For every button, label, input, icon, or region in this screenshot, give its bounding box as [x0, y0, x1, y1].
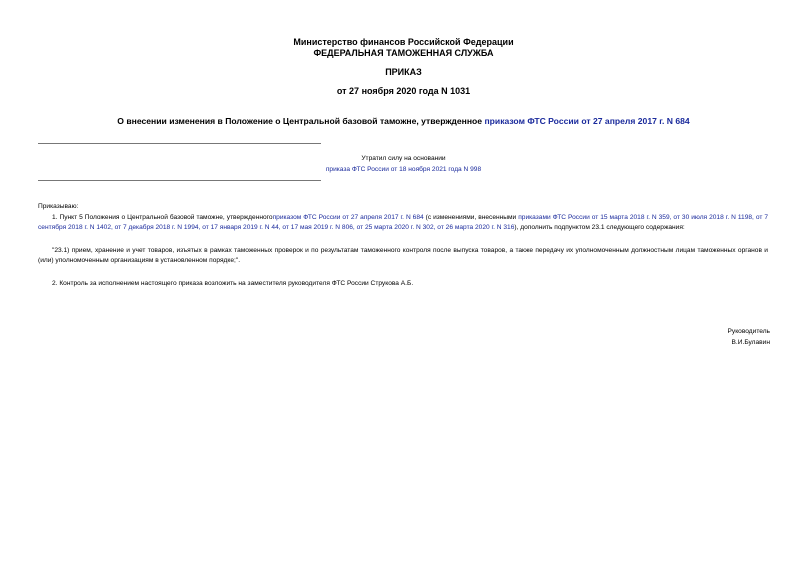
heading-text: О внесении изменения в Положение о Центральной базовой таможне, утвержденное [117, 116, 485, 126]
service-name: ФЕДЕРАЛЬНАЯ ТАМОЖЕННАЯ СЛУЖБА [313, 48, 494, 58]
heading-link[interactable]: приказом ФТС России от 27 апреля 2017 г. N 684 [484, 116, 690, 126]
document-header [0, 37, 807, 59]
document-heading [0, 116, 807, 127]
order-date: от 27 ноября 2020 года N 1031 [336, 86, 471, 96]
signature-name: В.И.Булавин [731, 339, 770, 346]
order-title: ПРИКАЗ [385, 67, 422, 77]
paragraph-1-link-amendments[interactable]: приказами ФТС России от 15 марта 2018 г. N 359, от 30 июля 2018 г. N 1198, от 7 сентября 2018 г. N 1402, от 7 декабря 2018 г. N 1994, от 17 января 2019 г. N 44, от 17 мая 2019 г. N 806, от 25 марта 2020 г. N 302, от 26 марта 2020 г. N 316 [38, 213, 769, 231]
bottom-divider [38, 180, 321, 181]
paragraph-1-text-c: ), дополнить подпунктом 23.1 следующего содержания: [514, 224, 685, 231]
intro-text: Приказываю: [38, 203, 79, 210]
paragraph-2: 2. Контроль за исполнением настоящего приказа возложить на заместителя руководителя ФТС России Струкова А.Б. [52, 279, 414, 287]
paragraph-1-link-order[interactable]: приказом ФТС России от 27 апреля 2017 г. N 684 [272, 213, 424, 221]
signature-block [570, 326, 770, 348]
signature-role: Руководитель [727, 328, 770, 335]
lost-force-link[interactable]: приказа ФТС России от 18 ноября 2021 года N 998 [325, 166, 482, 173]
quoted-subclause: "23.1) прием, хранение и учет товаров, изъятых в рамках таможенных проверок и по результатам таможенного контроля после выпуска товаров, а также передачу их уполномоченным должностным лицам таможенных органов и (или) уполномоченным организациям в установленном порядке;". [38, 246, 768, 264]
document-body [38, 202, 768, 289]
paragraph-1 [38, 213, 768, 234]
ministry-name: Министерство финансов Российской Федерации [293, 37, 514, 47]
lost-force-note [0, 153, 807, 175]
paragraph-1-text-a: 1. Пункт 5 Положения о Центральной базовой таможне, утвержденного [52, 213, 273, 221]
paragraph-1-text-b: (с изменениями, внесенными [423, 213, 519, 221]
lost-force-text: Утратил силу на основании [361, 155, 446, 162]
top-divider [38, 143, 321, 144]
